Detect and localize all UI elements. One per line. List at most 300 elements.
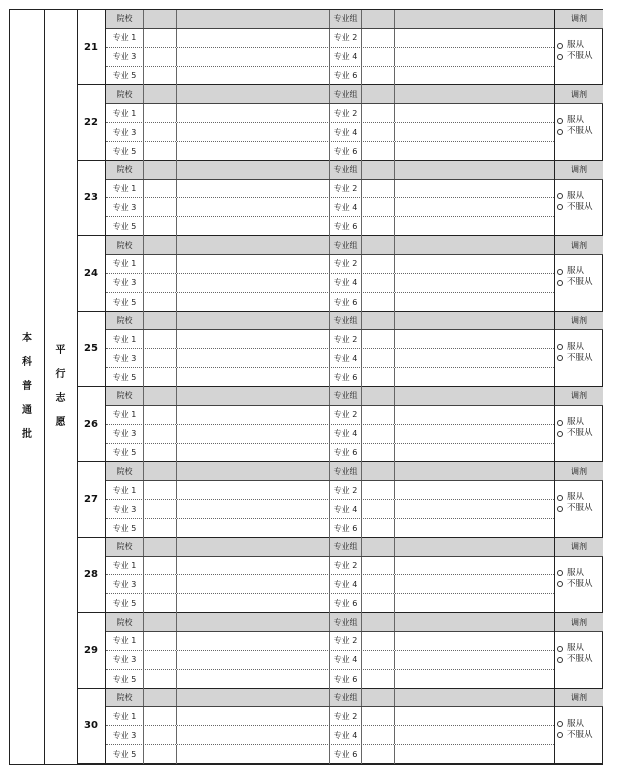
choice-number: 22 — [77, 85, 106, 159]
major-code-input[interactable] — [362, 104, 395, 122]
not-obey-label: 不服从 — [567, 729, 593, 740]
major-row — [106, 651, 554, 670]
major-code-input[interactable] — [144, 123, 177, 141]
major-label: 专业 6 — [329, 594, 362, 613]
entry-rows — [106, 312, 554, 386]
obey-label: 服从 — [567, 40, 585, 50]
choice-entry — [77, 312, 603, 387]
adjust-options — [557, 719, 593, 741]
major-code-input[interactable] — [362, 575, 395, 593]
radio-icon[interactable] — [557, 506, 563, 512]
major-code-input[interactable] — [144, 632, 177, 650]
adjust-options — [557, 492, 593, 514]
major-group-input[interactable] — [362, 689, 395, 707]
adjust-options — [557, 568, 593, 590]
major-row — [106, 481, 554, 500]
school-row — [106, 312, 554, 331]
major-label: 专业 1 — [106, 104, 144, 122]
major-group-label: 专业组 — [329, 387, 362, 405]
adjust-cell — [554, 689, 603, 763]
not-obey-option[interactable] — [557, 126, 593, 137]
radio-icon[interactable] — [557, 570, 563, 576]
school-row — [106, 387, 554, 406]
major-group-label: 专业组 — [329, 462, 362, 480]
school-label: 院校 — [106, 85, 144, 103]
major-label: 专业 1 — [106, 406, 144, 424]
major-code-input[interactable] — [362, 557, 395, 575]
entry-rows — [106, 85, 554, 159]
major-code-input[interactable] — [362, 368, 395, 387]
major-label: 专业 3 — [106, 500, 144, 518]
school-input[interactable] — [144, 161, 177, 179]
radio-icon[interactable] — [557, 129, 563, 135]
major-code-input[interactable] — [144, 481, 177, 499]
entry-rows — [106, 161, 554, 235]
major-code-input[interactable] — [144, 29, 177, 47]
major-code-input[interactable] — [144, 48, 177, 66]
major-group-label: 专业组 — [329, 538, 362, 556]
major-code-input[interactable] — [362, 274, 395, 292]
major-code-input[interactable] — [362, 255, 395, 273]
radio-icon[interactable] — [557, 54, 563, 60]
major-code-input[interactable] — [144, 444, 177, 463]
major-code-input[interactable] — [362, 651, 395, 669]
not-obey-option[interactable] — [557, 579, 593, 590]
major-label: 专业 6 — [329, 368, 362, 387]
major-label: 专业 4 — [329, 575, 362, 593]
major-row — [106, 500, 554, 519]
choice-entry — [77, 387, 603, 462]
major-code-input[interactable] — [362, 519, 395, 538]
not-obey-option[interactable] — [557, 503, 593, 514]
major-row — [106, 104, 554, 123]
category-char: 通 — [22, 405, 32, 416]
adjust-label: 调剂 — [555, 312, 603, 331]
major-code-input[interactable] — [144, 651, 177, 669]
major-code-input[interactable] — [362, 67, 395, 86]
major-row — [106, 670, 554, 689]
radio-icon[interactable] — [557, 118, 563, 124]
major-row — [106, 519, 554, 538]
major-code-input[interactable] — [144, 594, 177, 613]
major-label: 专业 4 — [329, 349, 362, 367]
major-label: 专业 3 — [106, 425, 144, 443]
category-char: 本 — [22, 333, 32, 344]
obey-option[interactable] — [557, 643, 593, 654]
not-obey-option[interactable] — [557, 353, 593, 364]
obey-label: 服从 — [567, 643, 585, 654]
obey-option[interactable] — [557, 568, 593, 579]
parallel-char: 志 — [55, 393, 66, 404]
major-code-input[interactable] — [144, 575, 177, 593]
radio-icon[interactable] — [557, 420, 563, 426]
major-code-input[interactable] — [144, 745, 177, 764]
major-code-input[interactable] — [144, 557, 177, 575]
major-label: 专业 6 — [329, 67, 362, 86]
major-row — [106, 368, 554, 387]
school-label: 院校 — [106, 689, 144, 707]
major-label: 专业 2 — [329, 104, 362, 122]
major-code-input[interactable] — [362, 500, 395, 518]
major-label: 专业 3 — [106, 123, 144, 141]
major-label: 专业 6 — [329, 444, 362, 463]
school-input[interactable] — [144, 387, 177, 405]
school-row — [106, 462, 554, 481]
major-code-input[interactable] — [362, 217, 395, 236]
major-group-label: 专业组 — [329, 10, 362, 28]
adjust-label: 调剂 — [555, 236, 603, 255]
choice-number: 28 — [77, 538, 106, 612]
radio-icon[interactable] — [557, 43, 563, 49]
major-label: 专业 5 — [106, 519, 144, 538]
school-input[interactable] — [144, 312, 177, 330]
adjust-options — [557, 115, 593, 137]
adjust-cell — [554, 387, 603, 461]
major-group-input[interactable] — [362, 85, 395, 103]
major-label: 专业 1 — [106, 180, 144, 198]
not-obey-label: 不服从 — [567, 654, 593, 665]
choice-entry — [77, 10, 603, 85]
not-obey-option[interactable] — [557, 202, 593, 213]
major-row — [106, 632, 554, 651]
parallel-choice-label — [44, 10, 78, 764]
major-code-input[interactable] — [144, 368, 177, 387]
major-label: 专业 1 — [106, 707, 144, 725]
major-code-input[interactable] — [144, 330, 177, 348]
major-row — [106, 217, 554, 236]
school-input[interactable] — [144, 462, 177, 480]
adjust-cell — [554, 10, 603, 84]
major-row — [106, 349, 554, 368]
major-label: 专业 3 — [106, 575, 144, 593]
major-label: 专业 2 — [329, 330, 362, 348]
major-label: 专业 4 — [329, 500, 362, 518]
major-row — [106, 180, 554, 199]
parallel-char: 行 — [55, 369, 66, 380]
major-label: 专业 4 — [329, 726, 362, 744]
school-label: 院校 — [106, 613, 144, 631]
category-char: 科 — [22, 357, 32, 368]
major-label: 专业 4 — [329, 48, 362, 66]
parallel-char: 愿 — [55, 417, 66, 428]
major-row — [106, 67, 554, 86]
radio-icon[interactable] — [557, 431, 563, 437]
obey-label: 服从 — [567, 417, 585, 427]
school-input[interactable] — [144, 10, 177, 28]
major-label: 专业 6 — [329, 217, 362, 236]
major-label: 专业 2 — [329, 481, 362, 499]
major-row — [106, 274, 554, 293]
major-label: 专业 1 — [106, 29, 144, 47]
major-code-input[interactable] — [362, 198, 395, 216]
major-code-input[interactable] — [362, 48, 395, 66]
major-code-input[interactable] — [144, 217, 177, 236]
not-obey-option[interactable] — [557, 730, 593, 741]
major-code-input[interactable] — [362, 123, 395, 141]
major-row — [106, 707, 554, 726]
major-code-input[interactable] — [144, 349, 177, 367]
major-code-input[interactable] — [362, 481, 395, 499]
radio-icon[interactable] — [557, 269, 563, 275]
major-code-input[interactable] — [144, 67, 177, 86]
entry-rows — [106, 538, 554, 612]
major-row — [106, 48, 554, 67]
major-code-input[interactable] — [362, 293, 395, 312]
school-label: 院校 — [106, 312, 144, 330]
major-code-input[interactable] — [144, 670, 177, 689]
obey-option[interactable] — [557, 40, 593, 51]
school-row — [106, 689, 554, 708]
obey-label: 服从 — [567, 190, 585, 201]
major-label: 专业 2 — [329, 707, 362, 725]
obey-option[interactable] — [557, 719, 593, 730]
school-row — [106, 85, 554, 104]
school-row — [106, 236, 554, 255]
major-row — [106, 142, 554, 161]
radio-icon[interactable] — [557, 204, 563, 210]
obey-option[interactable] — [557, 492, 593, 503]
major-code-input[interactable] — [144, 255, 177, 273]
major-label: 专业 5 — [106, 293, 144, 312]
major-group-input[interactable] — [362, 613, 395, 631]
not-obey-option[interactable] — [557, 428, 593, 439]
major-code-input[interactable] — [144, 274, 177, 292]
major-code-input[interactable] — [144, 519, 177, 538]
major-code-input[interactable] — [144, 198, 177, 216]
adjust-options — [557, 40, 593, 62]
major-code-input[interactable] — [362, 29, 395, 47]
choice-entry — [77, 538, 603, 613]
major-code-input[interactable] — [362, 594, 395, 613]
major-code-input[interactable] — [362, 349, 395, 367]
major-code-input[interactable] — [144, 707, 177, 725]
radio-icon[interactable] — [557, 732, 563, 738]
radio-icon[interactable] — [557, 344, 563, 350]
obey-option[interactable] — [557, 417, 593, 428]
entry-rows — [106, 613, 554, 687]
obey-label: 服从 — [567, 492, 585, 503]
not-obey-option[interactable] — [557, 654, 593, 665]
major-code-input[interactable] — [362, 707, 395, 725]
choice-number: 27 — [77, 462, 106, 536]
major-label: 专业 1 — [106, 557, 144, 575]
entry-rows — [106, 689, 554, 763]
radio-icon[interactable] — [557, 646, 563, 652]
major-label: 专业 2 — [329, 180, 362, 198]
major-label: 专业 5 — [106, 142, 144, 161]
major-group-input[interactable] — [362, 538, 395, 556]
major-label: 专业 2 — [329, 406, 362, 424]
obey-option[interactable] — [557, 115, 593, 126]
major-row — [106, 293, 554, 312]
not-obey-label: 不服从 — [567, 277, 593, 288]
choice-number: 30 — [77, 689, 106, 763]
major-code-input[interactable] — [362, 330, 395, 348]
obey-label: 服从 — [567, 567, 585, 578]
major-code-input[interactable] — [362, 670, 395, 689]
school-row — [106, 10, 554, 29]
major-label: 专业 6 — [329, 519, 362, 538]
major-label: 专业 3 — [106, 651, 144, 669]
choice-number: 26 — [77, 387, 106, 461]
major-label: 专业 2 — [329, 255, 362, 273]
major-code-input[interactable] — [144, 726, 177, 744]
major-group-input[interactable] — [362, 236, 395, 254]
major-row — [106, 557, 554, 576]
major-code-input[interactable] — [362, 142, 395, 161]
major-code-input[interactable] — [362, 632, 395, 650]
school-label: 院校 — [106, 10, 144, 28]
school-input[interactable] — [144, 236, 177, 254]
not-obey-label: 不服从 — [567, 51, 593, 61]
major-group-input[interactable] — [362, 462, 395, 480]
major-label: 专业 4 — [329, 651, 362, 669]
school-input[interactable] — [144, 613, 177, 631]
radio-icon[interactable] — [557, 721, 563, 727]
adjust-label: 调剂 — [555, 613, 603, 632]
adjust-label: 调剂 — [555, 161, 603, 180]
radio-icon[interactable] — [557, 581, 563, 587]
major-code-input[interactable] — [362, 406, 395, 424]
entry-rows — [106, 462, 554, 536]
major-code-input[interactable] — [144, 500, 177, 518]
major-label: 专业 5 — [106, 368, 144, 387]
major-code-input[interactable] — [144, 293, 177, 312]
major-label: 专业 4 — [329, 425, 362, 443]
radio-icon[interactable] — [557, 193, 563, 199]
major-label: 专业 6 — [329, 142, 362, 161]
major-code-input[interactable] — [144, 406, 177, 424]
major-label: 专业 1 — [106, 632, 144, 650]
radio-icon[interactable] — [557, 495, 563, 501]
adjust-options — [557, 191, 593, 213]
major-label: 专业 5 — [106, 67, 144, 86]
school-input[interactable] — [144, 689, 177, 707]
batch-category-label — [10, 10, 45, 764]
major-code-input[interactable] — [362, 425, 395, 443]
major-code-input[interactable] — [144, 425, 177, 443]
major-label: 专业 3 — [106, 48, 144, 66]
school-label: 院校 — [106, 538, 144, 556]
obey-option[interactable] — [557, 342, 593, 353]
major-label: 专业 3 — [106, 726, 144, 744]
major-label: 专业 4 — [329, 274, 362, 292]
major-label: 专业 5 — [106, 217, 144, 236]
major-row — [106, 745, 554, 764]
adjust-cell — [554, 613, 603, 687]
adjust-label: 调剂 — [555, 538, 603, 557]
adjust-cell — [554, 236, 603, 310]
school-row — [106, 538, 554, 557]
radio-icon[interactable] — [557, 657, 563, 663]
category-char: 批 — [22, 429, 32, 440]
choice-number: 25 — [77, 312, 106, 386]
major-code-input[interactable] — [362, 444, 395, 463]
choice-entry — [77, 85, 603, 160]
major-code-input[interactable] — [362, 745, 395, 764]
major-group-input[interactable] — [362, 312, 395, 330]
major-group-input[interactable] — [362, 161, 395, 179]
major-label: 专业 2 — [329, 29, 362, 47]
major-group-label: 专业组 — [329, 689, 362, 707]
major-label: 专业 3 — [106, 274, 144, 292]
school-row — [106, 161, 554, 180]
major-group-label: 专业组 — [329, 236, 362, 254]
major-code-input[interactable] — [144, 104, 177, 122]
major-row — [106, 425, 554, 444]
adjust-cell — [554, 161, 603, 235]
school-label: 院校 — [106, 161, 144, 179]
major-label: 专业 6 — [329, 293, 362, 312]
choice-entry — [77, 462, 603, 537]
major-group-input[interactable] — [362, 10, 395, 28]
major-group-label: 专业组 — [329, 312, 362, 330]
major-code-input[interactable] — [362, 726, 395, 744]
not-obey-label: 不服从 — [567, 578, 593, 589]
adjust-label: 调剂 — [555, 689, 603, 708]
school-label: 院校 — [106, 236, 144, 254]
not-obey-label: 不服从 — [567, 126, 593, 137]
adjust-options — [557, 342, 593, 364]
adjust-label: 调剂 — [555, 462, 603, 481]
school-input[interactable] — [144, 538, 177, 556]
entry-rows — [106, 236, 554, 310]
not-obey-label: 不服从 — [567, 428, 593, 438]
not-obey-option[interactable] — [557, 51, 593, 62]
major-row — [106, 444, 554, 463]
major-row — [106, 255, 554, 274]
major-label: 专业 4 — [329, 198, 362, 216]
not-obey-label: 不服从 — [567, 201, 593, 212]
entry-rows — [106, 387, 554, 461]
adjust-cell — [554, 85, 603, 159]
adjust-label: 调剂 — [555, 387, 603, 406]
choice-number: 29 — [77, 613, 106, 687]
obey-option[interactable] — [557, 266, 593, 277]
major-label: 专业 2 — [329, 632, 362, 650]
adjust-options — [557, 417, 593, 439]
adjust-label: 调剂 — [555, 85, 603, 104]
major-label: 专业 5 — [106, 745, 144, 764]
major-row — [106, 594, 554, 613]
obey-option[interactable] — [557, 191, 593, 202]
obey-label: 服从 — [567, 341, 585, 352]
major-label: 专业 5 — [106, 670, 144, 689]
major-group-input[interactable] — [362, 387, 395, 405]
school-input[interactable] — [144, 85, 177, 103]
choice-entry — [77, 689, 603, 764]
major-label: 专业 2 — [329, 557, 362, 575]
major-label: 专业 6 — [329, 745, 362, 764]
choice-entry — [77, 613, 603, 688]
major-label: 专业 3 — [106, 198, 144, 216]
radio-icon[interactable] — [557, 355, 563, 361]
major-label: 专业 5 — [106, 444, 144, 463]
major-group-label: 专业组 — [329, 85, 362, 103]
major-label: 专业 6 — [329, 670, 362, 689]
choice-entry — [77, 161, 603, 236]
major-code-input[interactable] — [144, 142, 177, 161]
adjust-cell — [554, 312, 603, 386]
radio-icon[interactable] — [557, 280, 563, 286]
major-code-input[interactable] — [144, 180, 177, 198]
application-form-sheet — [9, 9, 603, 765]
major-code-input[interactable] — [362, 180, 395, 198]
not-obey-option[interactable] — [557, 277, 593, 288]
choice-number: 24 — [77, 236, 106, 310]
major-row — [106, 406, 554, 425]
adjust-cell — [554, 462, 603, 536]
